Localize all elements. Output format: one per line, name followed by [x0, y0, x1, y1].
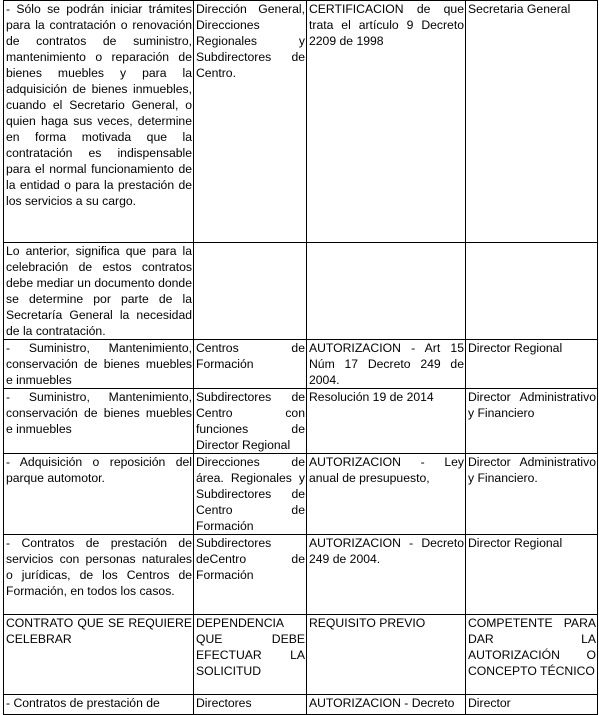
- table-row: [4, 340, 598, 389]
- contract-cell: - Contratos de prestación de: [4, 695, 194, 715]
- authority-cell: [466, 243, 598, 340]
- authority-cell: Director Administrativo y Financiero.: [466, 454, 598, 535]
- prerequisite-cell: AUTORIZACION - Decreto: [307, 695, 466, 715]
- authority-cell: Director Regional: [466, 535, 598, 615]
- table-row: [4, 389, 598, 454]
- prerequisite-cell: AUTORIZACION - Art 15 Núm 17 Decreto 249 de 2004.: [307, 340, 466, 389]
- contract-cell: - Suministro, Mantenimiento, conservación de bienes muebles e inmuebles: [4, 340, 194, 389]
- header-authority: COMPETENTE PARA DAR LA AUTORIZACIÓN O CONCEPTO TÉCNICO: [466, 615, 598, 695]
- requesting-dependency-cell: Dirección General, Direcciones Regionales y Subdirectores de Centro.: [194, 1, 307, 243]
- authority-cell: Director Administrativo y Financiero: [466, 389, 598, 454]
- prerequisite-cell: AUTORIZACION - Decreto 249 de 2004.: [307, 535, 466, 615]
- table-row: [4, 535, 598, 615]
- header-prerequisite: REQUISITO PREVIO: [307, 615, 466, 695]
- table-row: [4, 1, 598, 243]
- table-row: [4, 454, 598, 535]
- requesting-dependency-cell: Subdirectores de Centro con funciones de Director Regional: [194, 389, 307, 454]
- prerequisite-cell: AUTORIZACION - Ley anual de presupuesto,: [307, 454, 466, 535]
- requesting-dependency-cell: Subdirectores deCentro de Formación: [194, 535, 307, 615]
- contract-cell: Lo anterior, significa que para la celebración de estos contratos debe mediar un documento donde se determine por parte de la Secretaría General la necesidad de la contratación.: [4, 243, 194, 340]
- authority-cell: Director Regional: [466, 340, 598, 389]
- contract-cell: - Sólo se podrán iniciar trámites para la contratación o renovación de contratos de suministro, mantenimiento o reparación de bienes muebles y para la adquisición de bienes inmuebles, cuando el Secretario General, o quien haga sus veces, determine en forma motivada que la contratación es indispensable para el normal funcionamiento de la entidad o para la prestación de los servicios a su cargo.: [4, 1, 194, 243]
- prerequisite-cell: [307, 243, 466, 340]
- requesting-dependency-cell: Direcciones de área. Regionales y Subdirectores de Centro de Formación: [194, 454, 307, 535]
- requesting-dependency-cell: [194, 243, 307, 340]
- table-row: [4, 243, 598, 340]
- authorization-requirements-table: [3, 0, 598, 715]
- contract-cell: - Contratos de prestación de servicios con personas naturales o jurídicas, de los Centros de Formación, en todos los casos.: [4, 535, 194, 615]
- header-contract: CONTRATO QUE SE REQUIERE CELEBRAR: [4, 615, 194, 695]
- prerequisite-cell: CERTIFICACION de que trata el artículo 9 Decreto 2209 de 1998: [307, 1, 466, 243]
- contract-cell: - Adquisición o reposición del parque automotor.: [4, 454, 194, 535]
- contract-cell: - Suministro, Mantenimiento, conservación de bienes muebles e inmuebles: [4, 389, 194, 454]
- header-requesting-dependency: DEPENDENCIA QUE DEBE EFECTUAR LA SOLICITUD: [194, 615, 307, 695]
- requesting-dependency-cell: Centros de Formación: [194, 340, 307, 389]
- prerequisite-cell: Resolución 19 de 2014: [307, 389, 466, 454]
- table-header-row: [4, 615, 598, 695]
- authority-cell: Secretaria General: [466, 1, 598, 243]
- authority-cell: Director: [466, 695, 598, 715]
- requesting-dependency-cell: Directores: [194, 695, 307, 715]
